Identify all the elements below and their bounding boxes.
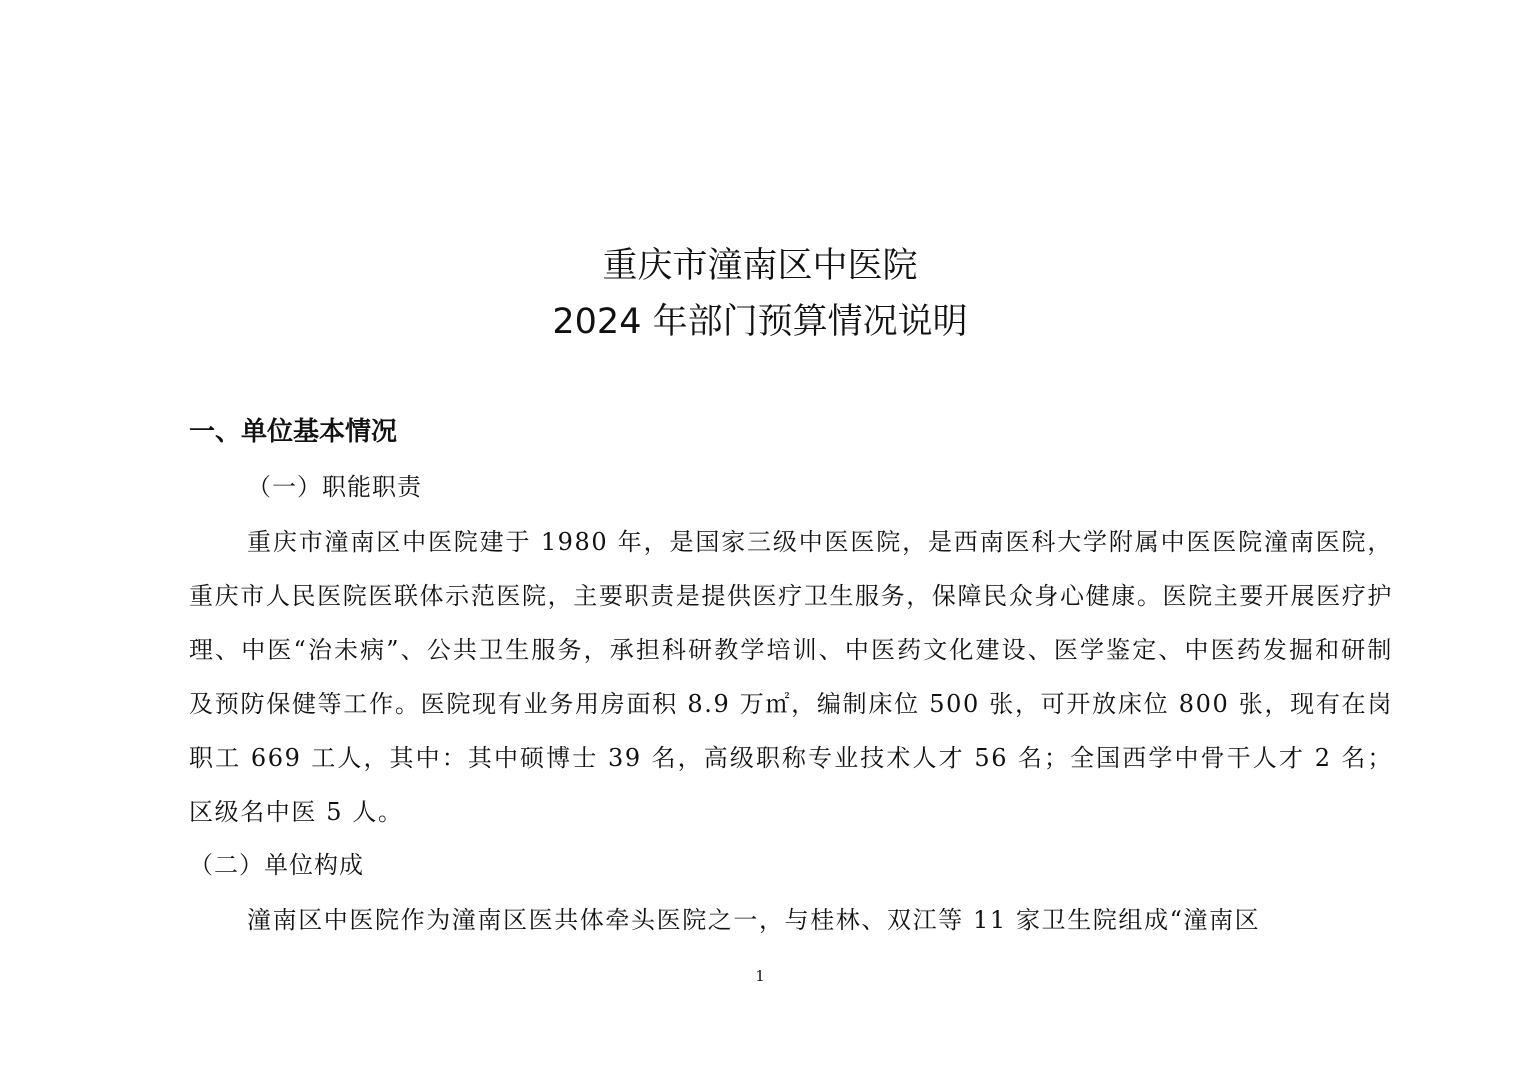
document-title-line1: 重庆市潼南区中医院 — [602, 246, 918, 286]
page-number: 1 — [755, 967, 765, 985]
subsection-heading-functions: （一）职能职责 — [247, 473, 422, 501]
subsection-heading-composition: （二）单位构成 — [189, 851, 364, 879]
paragraph-composition: 潼南区中医院作为潼南区医共体牵头医院之一，与桂林、双江等 11 家卫生院组成“潼南区 — [247, 906, 1261, 934]
document-title-line2: 2024 年部门预算情况说明 — [552, 302, 968, 342]
section-heading-basic-info: 一、单位基本情况 — [189, 417, 398, 447]
paragraph-functions: 重庆市潼南区中医院建于 1980 年，是国家三级中医医院，是西南医科大学附属中医医院潼南医院，重庆市人民医院医联体示范医院，主要职责是提供医疗卫生服务，保障民众身心健康。医院主要开展医疗护理、中医“治未病”、公共卫生服务，承担科研教学培训、中医药文化建设、医学鉴定、中医药发掘和研制及预防保健等工作。医院现有业务用房面积 8.9 万㎡，编制床位 500 张，可开放床位 800 张，现有在岗职工 669 工人，其中：其中硕博士 39 名，高级职称专业技术人才 56 名；全国西学中骨干人才 2 名；区级名中医 5 人。 — [189, 528, 1393, 826]
